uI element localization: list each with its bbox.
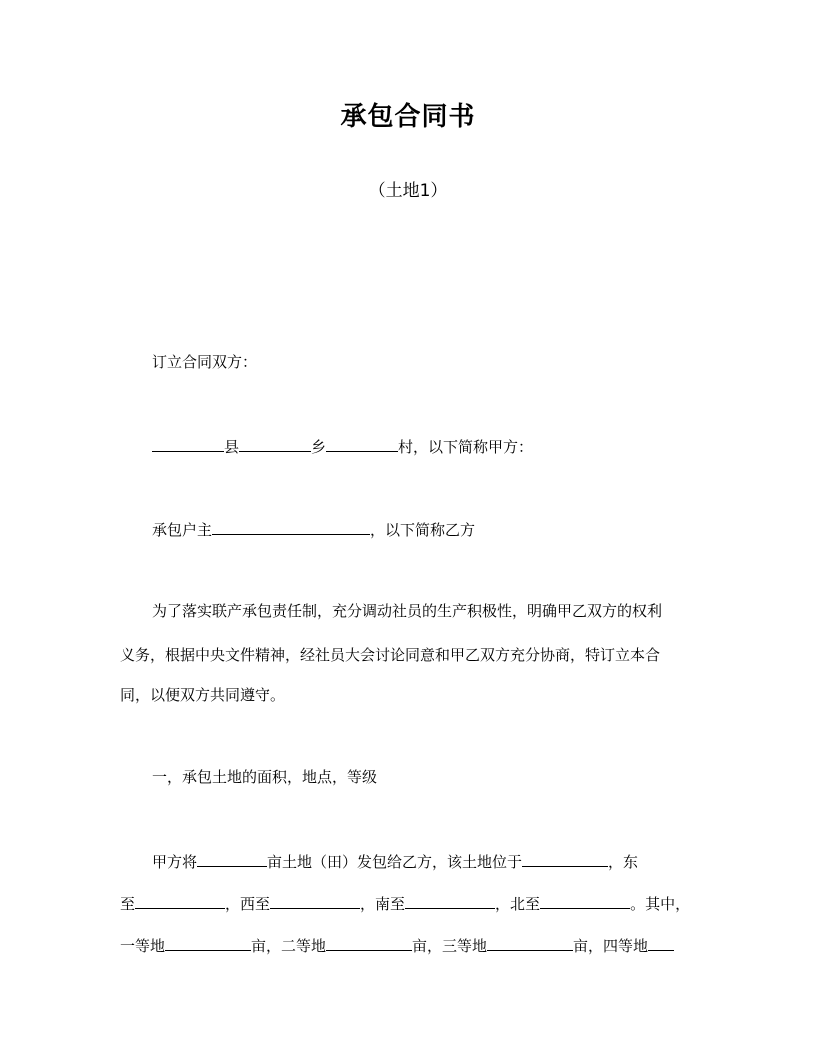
text-segment: 亩，二等地 [251, 937, 327, 955]
location-blank [522, 851, 608, 867]
village-label: 村，以下简称甲方： [398, 438, 534, 456]
text-segment: ，南至 [360, 895, 406, 913]
township-blank [239, 436, 311, 452]
preamble-line-2: 义务，根据中央文件精神，经社员大会讨论同意和甲乙双方充分协商，特订立本合 [120, 646, 661, 664]
text-segment: ，东 [608, 853, 639, 871]
text-segment: ，北至 [495, 895, 541, 913]
section1-line-3 [120, 935, 674, 956]
text-segment: 至 [120, 895, 136, 913]
grade4-blank [648, 935, 674, 951]
township-label: 乡 [311, 438, 327, 456]
section1-line-2 [120, 893, 690, 914]
document-subtitle: （土地1） [368, 181, 448, 201]
text-segment: 。其中， [630, 895, 691, 913]
preamble-line-3: 同，以便双方共同遵守。 [120, 686, 286, 704]
text-segment: 亩土地（田）发包给乙方，该土地位于 [267, 853, 523, 871]
village-blank [326, 436, 398, 452]
party-b-line [152, 519, 475, 540]
text-segment: 亩，三等地 [412, 937, 488, 955]
grade3-blank [487, 935, 573, 951]
text-segment: ，西至 [225, 895, 271, 913]
south-blank [405, 893, 495, 909]
parties-heading: 订立合同双方： [152, 353, 258, 371]
section1-heading: 一，承包土地的面积，地点，等级 [152, 768, 378, 786]
section1-line-1 [152, 851, 638, 872]
north-blank [540, 893, 630, 909]
party-b-suffix: ，以下简称乙方 [370, 521, 476, 539]
west-blank [270, 893, 360, 909]
party-b-prefix: 承包户主 [152, 521, 213, 539]
grade2-blank [326, 935, 412, 951]
party-a-line [152, 436, 533, 457]
grade1-blank [165, 935, 251, 951]
text-segment: 一等地 [120, 937, 166, 955]
preamble-line-1: 为了落实联产承包责任制，充分调动社员的生产积极性，明确甲乙双方的权利 [152, 602, 663, 620]
county-label: 县 [224, 438, 240, 456]
text-segment: 亩，四等地 [573, 937, 649, 955]
householder-blank [212, 519, 370, 535]
text-segment: 甲方将 [152, 853, 198, 871]
east-blank [135, 893, 225, 909]
document-title: 承包合同书 [340, 102, 476, 132]
county-blank [152, 436, 224, 452]
area-blank [197, 851, 267, 867]
